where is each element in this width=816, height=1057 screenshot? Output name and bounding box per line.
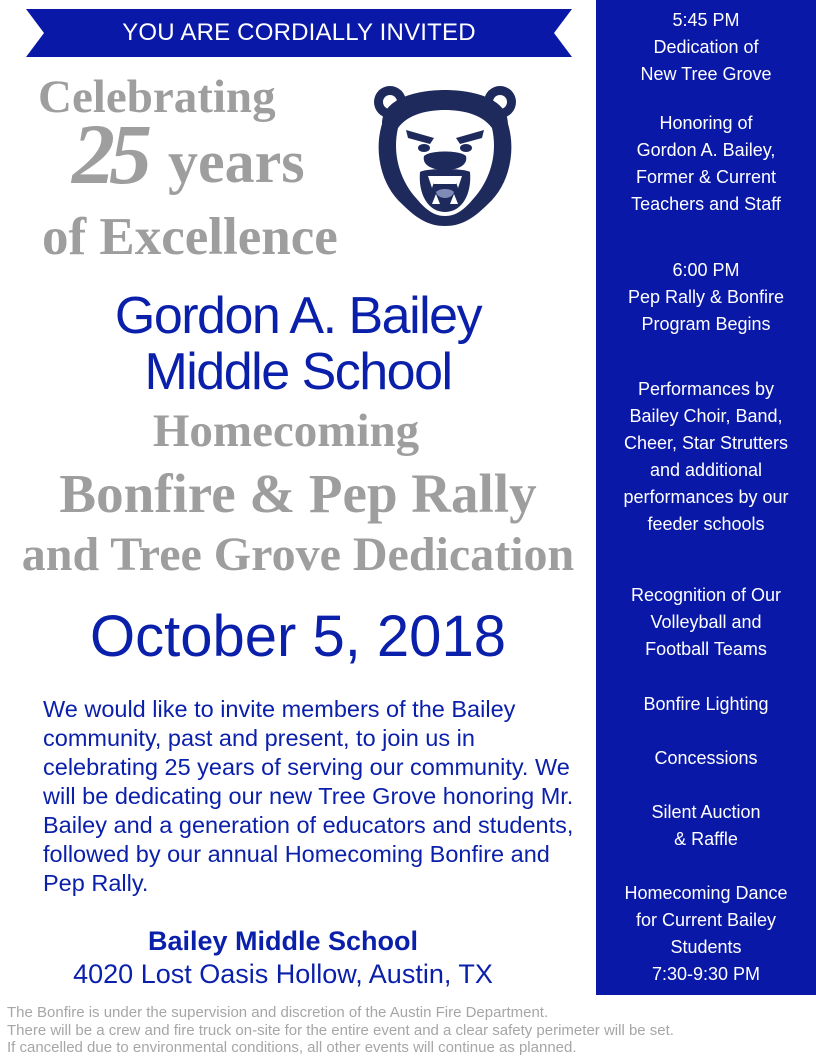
schedule-line: Cheer, Star Strutters: [623, 433, 789, 453]
homecoming-heading: Homecoming: [152, 405, 420, 457]
school-name-line1: Gordon A. Bailey: [114, 287, 482, 345]
schedule-line: 6:00 PM: [672, 260, 740, 280]
schedule-line: Bonfire Lighting: [643, 694, 769, 714]
schedule-item-recognition: [596, 582, 816, 663]
bear-head-icon: [368, 84, 522, 228]
schedule-line: Silent Auction: [651, 802, 761, 822]
event-date: October 5, 2018: [90, 604, 506, 669]
safety-notice-line: There will be a crew and fire truck on-site for the entire event and a clear safety perimeter will be set.: [7, 1021, 674, 1039]
schedule-line: Program Begins: [641, 314, 771, 334]
schedule-line: Former & Current: [635, 167, 777, 187]
invitation-paragraph: We would like to invite members of the Bailey community, past and present, to join us in celebrating 25 years of serving our community. We will be dedicating our new Tree Grove honoring Mr. Bailey and a generation of educators and students, followed by our annual Homecoming Bonfire and Pep Rally.: [43, 696, 574, 896]
schedule-line: Football Teams: [645, 639, 767, 659]
schedule-line: Teachers and Staff: [631, 194, 781, 214]
schedule-item-dance: [596, 880, 816, 988]
celebrating-text: Celebrating: [38, 71, 276, 123]
schedule-line: Performances by: [637, 379, 775, 399]
schedule-line: performances by our: [623, 487, 789, 507]
schedule-line: Bailey Choir, Band,: [629, 406, 783, 426]
years-text: years: [168, 129, 305, 195]
schedule-line: Honoring of: [659, 113, 753, 133]
safety-notice-line: If cancelled due to environmental conditions, all other events will continue as planned.: [7, 1039, 577, 1056]
schedule-line: for Current Bailey: [635, 910, 777, 930]
schedule-line: Students: [670, 937, 742, 957]
schedule-line: Homecoming Dance: [624, 883, 788, 903]
school-name-line2: Middle School: [144, 343, 452, 401]
schedule-line: 5:45 PM: [672, 10, 740, 30]
schedule-item-auction: [596, 799, 816, 853]
schedule-line: Pep Rally & Bonfire: [627, 287, 785, 307]
tree-grove-heading: and Tree Grove Dedication: [21, 528, 575, 581]
schedule-line: Dedication of: [653, 37, 759, 57]
venue-name: Bailey Middle School: [147, 926, 419, 956]
schedule-line: and additional: [649, 460, 763, 480]
schedule-item-bonfire-lighting: [596, 691, 816, 718]
schedule-item-concessions: [596, 745, 816, 772]
schedule-line: & Raffle: [674, 829, 738, 849]
schedule-line: Recognition of Our: [630, 585, 782, 605]
schedule-item-honoring: [596, 110, 816, 218]
schedule-line: New Tree Grove: [640, 64, 772, 84]
safety-notice: [7, 1004, 813, 1057]
schedule-line: 7:30-9:30 PM: [651, 964, 761, 984]
banner-text: YOU ARE CORDIALLY INVITED: [122, 19, 476, 46]
schedule-line: Concessions: [654, 748, 758, 768]
invitation-banner: [26, 9, 572, 57]
anniversary-number: 25: [72, 106, 146, 202]
bonfire-heading: Bonfire & Pep Rally: [59, 463, 537, 524]
schedule-line: Gordon A. Bailey,: [636, 140, 776, 160]
safety-notice-line: The Bonfire is under the supervision and discretion of the Austin Fire Department.: [7, 1004, 549, 1021]
schedule-line: Volleyball and: [650, 612, 762, 632]
schedule-item-performances: [596, 376, 816, 538]
venue-address: 4020 Lost Oasis Hollow, Austin, TX: [73, 959, 493, 989]
schedule-item-dedication: [596, 7, 816, 88]
schedule-line: feeder schools: [647, 514, 765, 534]
schedule-sidebar: [596, 0, 816, 995]
schedule-item-pep-rally: [596, 257, 816, 338]
excellence-text: of Excellence: [42, 208, 338, 266]
